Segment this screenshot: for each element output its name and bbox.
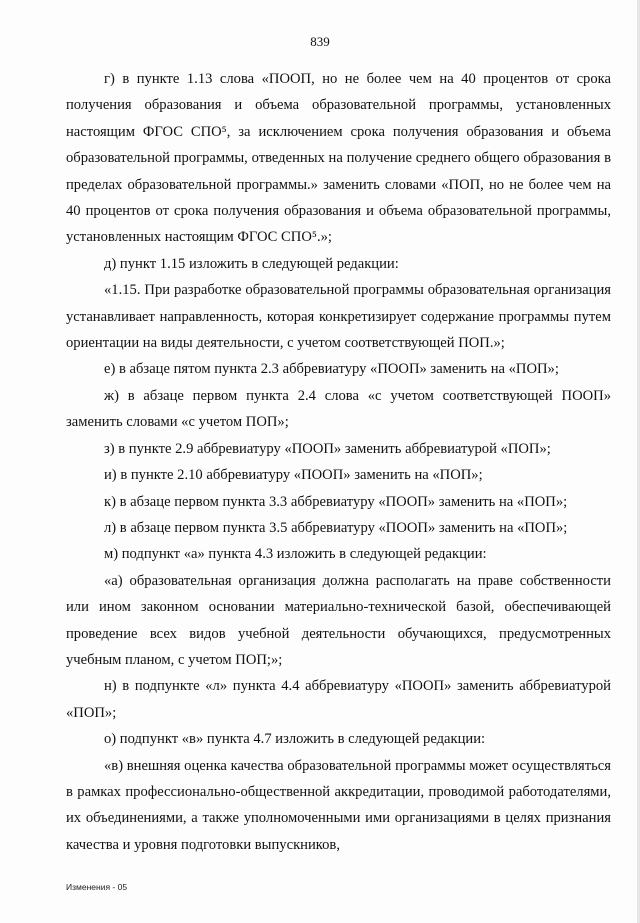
paragraph-l: л) в абзаце первом пункта 3.5 аббревиатуру «ПООП» заменить на «ПОП»;	[104, 519, 568, 536]
paragraph-zh: ж) в абзаце первом пункта 2.4 слова «с учетом соответствующей ПООП» заменить словами «с учетом ПОП»;	[66, 387, 611, 431]
paragraph-d: д) пункт 1.15 изложить в следующей редакции:	[104, 255, 399, 272]
paragraph-z: з) в пункте 2.9 аббревиатуру «ПООП» заменить аббревиатурой «ПОП»;	[104, 440, 551, 457]
paragraph-a-quote: «а) образовательная организация должна располагать на праве собственности или ином законном основании материально-технической базой, обеспечивающей проведение всех видов учебной деятельности обучающихся, предусмотренных учебным планом, с учетом ПОП;»;	[66, 572, 611, 668]
paragraph-g: г) в пункте 1.13 слова «ПООП, но не более чем на 40 процентов от срока получения образования и объема образовательной программы, установленных настоящим ФГОС СПО⁵, за исключением срока получения образования и объема образовательной программы, отведенных на получение среднего общего образования в пределах образовательной программы.» заменить словами «ПОП, но не более чем на 40 процентов от срока получения образования и объема образовательной программы, установленных настоящим ФГОС СПО⁵.»;	[66, 71, 611, 246]
paragraph-m: м) подпункт «а» пункта 4.3 изложить в следующей редакции:	[104, 546, 487, 563]
paragraph-v-quote: «в) внешняя оценка качества образовательной программы может осуществляться в рамках профессионально-общественной аккредитации, проводимой работодателями, их объединениями, а также уполномоченными ими организациями в целях признания качества и уровня подготовки выпускников,	[66, 757, 611, 853]
paragraph-n: н) в подпункте «л» пункта 4.4 аббревиатуру «ПООП» заменить аббревиатурой «ПОП»;	[66, 678, 611, 721]
paragraph-o: о) подпункт «в» пункта 4.7 изложить в следующей редакции:	[104, 731, 486, 748]
footer-note: Изменения - 05	[66, 882, 128, 892]
page-number: 839	[310, 34, 330, 49]
paragraph-1-15: «1.15. При разработке образовательной программы образовательная организация устанавливает направленность, которая конкретизирует содержание программы путем ориентации на виды деятельности, с учетом соответствующей ПОП.»;	[66, 282, 611, 352]
paragraph-k: к) в абзаце первом пункта 3.3 аббревиатуру «ПООП» заменить на «ПОП»;	[104, 493, 568, 510]
paragraph-i: и) в пункте 2.10 аббревиатуру «ПООП» заменить на «ПОП»;	[104, 467, 483, 484]
paragraph-e: е) в абзаце пятом пункта 2.3 аббревиатуру «ПООП» заменить на «ПОП»;	[104, 361, 559, 378]
document-body	[66, 66, 611, 858]
